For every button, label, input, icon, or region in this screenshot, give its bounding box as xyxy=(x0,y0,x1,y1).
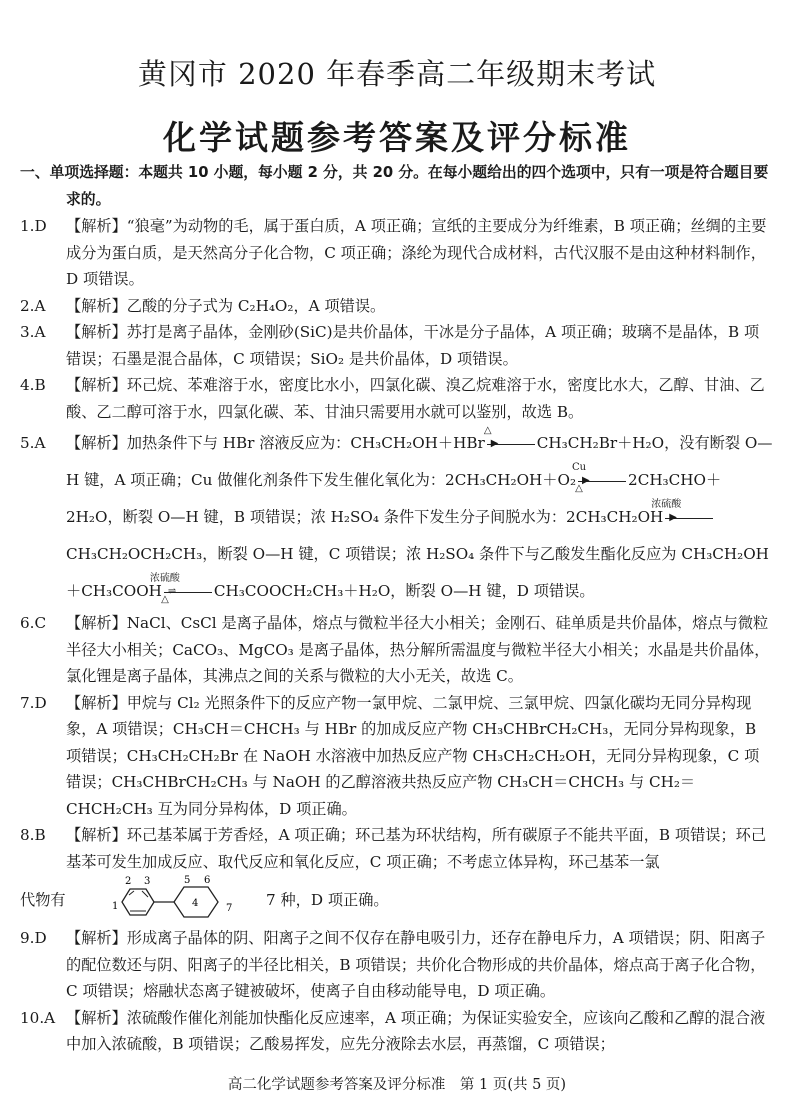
arrow-condition: Cu xyxy=(571,462,587,473)
explanation: 【解析】NaCl、CsCl 是离子晶体，熔点与微粒半径大小相关；金刚石、硅单质是共价晶体，熔点与微粒半径大小相关；CaCO₃、MgCO₃ 是离子晶体，热分解所需温度与微粒半径大小相关；水晶是共价晶体，氯化锂是离子晶体，其沸点之间的关系与微粒的大小无关，故选 C。 xyxy=(66,614,770,685)
explanation-part: CH₃CH₂OCH₂CH₃，断裂 O—H 键，C 项错误；浓 H₂SO₄ 条件下与乙酸发生酯化反应为 CH₃CH₂OH＋CH₃COOH xyxy=(66,545,769,600)
reaction-arrow-cu: ▶ Cu △ xyxy=(578,474,626,488)
position-label: 1 xyxy=(112,901,119,912)
explanation: 【解析】乙酸的分子式为 C₂H₄O₂，A 项错误。 xyxy=(66,296,386,315)
section-heading: 一、单项选择题：本题共 10 小题，每小题 2 分，共 20 分。在每小题给出的四个选项中，只有一项是符合题目要求的。 xyxy=(20,164,769,208)
question-4 xyxy=(20,372,774,425)
explanation: 【解析】环己烷、苯难溶于水，密度比水小，四氯化碳、溴乙烷难溶于水，密度比水大，乙醇、甘油、乙酸、乙二醇可溶于水，四氯化碳、苯、甘油只需要用水就可以鉴别，故选 B。 xyxy=(66,376,765,421)
document-body xyxy=(20,160,774,1058)
question-8 xyxy=(20,822,774,875)
question-10 xyxy=(20,1005,774,1058)
explanation: 【解析】形成离子晶体的阴、阳离子之间不仅存在静电吸引力，还存在静电斥力，A 项错误；阴、阳离子的配位数还与阴、阳离子的半径比相关，B 项错误；共价化合物形成的共价晶体，熔点高于离子化合物，C 项错误；熔融状态离子键被破坏，使离子自由移动能导电，D 项正确。 xyxy=(66,929,766,1000)
answer-number: 3.A xyxy=(20,323,46,341)
arrow-condition: △ xyxy=(483,425,492,436)
question-1 xyxy=(20,213,774,293)
exam-title: 黄冈市 2020 年春季高二年级期末考试 xyxy=(137,57,657,91)
explanation: 【解析】甲烷与 Cl₂ 光照条件下的反应产物一氯甲烷、二氯甲烷、三氯甲烷、四氯化碳均无同分异构现象，A 项错误；CH₃CH＝CHCH₃ 与 HBr 的加成反应产物 CH₃CHBrCH₂CH₃，无同分异构现象，B 项错误；CH₃CH₂CH₂Br 在 NaOH 水溶液中加热反应产物 CH₃CH₂CH₂OH，无同分异构现象，C 项错误；CH₃CHBrCH₂CH₃ 与 NaOH 的乙醇溶液共热反应产物 CH₃CH＝CHCH₃ 与 CH₂＝CHCH₂CH₃ 互为同分异构体，D 项正确。 xyxy=(66,693,760,818)
cyclohexylbenzene-structure xyxy=(108,875,268,925)
position-label: 6 xyxy=(204,875,211,886)
arrow-condition: 浓硫酸 xyxy=(149,573,180,584)
explanation-part: 【解析】加热条件下与 HBr 溶液反应为：CH₃CH₂OH＋HBr xyxy=(66,434,485,452)
explanation: 【解析】苏打是离子晶体，金刚砂(SiC)是共价晶体，干冰是分子晶体，A 项正确；玻璃不是晶体，B 项错误；石墨是混合晶体，C 项错误；SiO₂ 是共价晶体，D 项错误。 xyxy=(66,323,760,368)
molecule-suffix: 7 种，D 项正确。 xyxy=(266,891,389,909)
answer-number: 1.D xyxy=(20,217,47,235)
position-label: 4 xyxy=(192,898,199,909)
answer-number: 2.A xyxy=(20,296,46,315)
explanation: 【解析】环己基苯属于芳香烃，A 项正确；环己基为环状结构，所有碳原子不能共平面，B 项错误；环己基苯可发生加成反应、取代反应和氧化反应，C 项正确；不考虑立体异构，环己基苯一氯 xyxy=(66,826,767,871)
molecule-row xyxy=(20,875,774,925)
answer-number: 8.B xyxy=(20,826,46,844)
answer-number: 5.A xyxy=(20,434,46,452)
arrow-condition: 浓硫酸 xyxy=(651,499,682,510)
position-label: 5 xyxy=(184,875,191,886)
page-title: 化学试题参考答案及评分标准 xyxy=(163,118,631,157)
explanation-part: CH₃COOCH₂CH₃＋H₂O，断裂 O—H 键，D 项错误。 xyxy=(213,582,595,600)
question-3 xyxy=(20,319,774,372)
question-2 xyxy=(20,293,774,320)
answer-number: 10.A xyxy=(20,1008,56,1027)
answer-number: 7.D xyxy=(20,693,47,712)
question-7 xyxy=(20,690,774,823)
arrow-condition: △ xyxy=(575,483,583,494)
question-9 xyxy=(20,925,774,1005)
explanation-part: CH₃CH₂Br＋H₂O，没有断裂 O—H 键，A 项正确；Cu 做催化剂条件下发生催化氧化为：2CH₃CH₂OH＋O₂ xyxy=(66,434,773,489)
explanation-part: 2CH₃CHO＋2H₂O，断裂 O—H 键，B 项错误；浓 H₂SO₄ 条件下发生分子间脱水为：2CH₃CH₂OH xyxy=(66,471,722,526)
answer-number: 6.C xyxy=(20,614,47,632)
page-footer: 高二化学试题参考答案及评分标准 第 1 页(共 5 页) xyxy=(227,1077,567,1093)
position-label: 3 xyxy=(144,876,151,887)
question-5 xyxy=(20,425,774,610)
molecule-prefix: 代物有 xyxy=(20,891,66,909)
reaction-arrow-heat: ▶ △ xyxy=(487,437,535,451)
question-6 xyxy=(20,610,774,690)
reaction-arrow-conc: ▶ 浓硫酸 xyxy=(665,511,713,525)
position-label: 7 xyxy=(226,903,233,914)
answer-number: 4.B xyxy=(20,376,46,394)
explanation: 【解析】浓硫酸作催化剂能加快酯化反应速率，A 项正确；为保证实验安全，应该向乙酸和乙醇的混合液中加入浓硫酸，B 项错误；乙酸易挥发，应先分液除去水层，再蒸馏，C 项错误； xyxy=(66,1008,766,1053)
position-label: 2 xyxy=(125,876,132,887)
explanation: 【解析】“狼毫”为动物的毛，属于蛋白质，A 项正确；宣纸的主要成分为纤维素，B 项正确；丝绸的主要成分为蛋白质，是天然高分子化合物，C 项正确；涤纶为现代合成材料，古代汉服不是由这种材料制作，D 项错误。 xyxy=(66,217,767,288)
reaction-arrow-ester: ⇌ 浓硫酸 △ xyxy=(164,585,212,599)
arrow-condition: △ xyxy=(161,594,169,605)
answer-number: 9.D xyxy=(20,929,47,947)
